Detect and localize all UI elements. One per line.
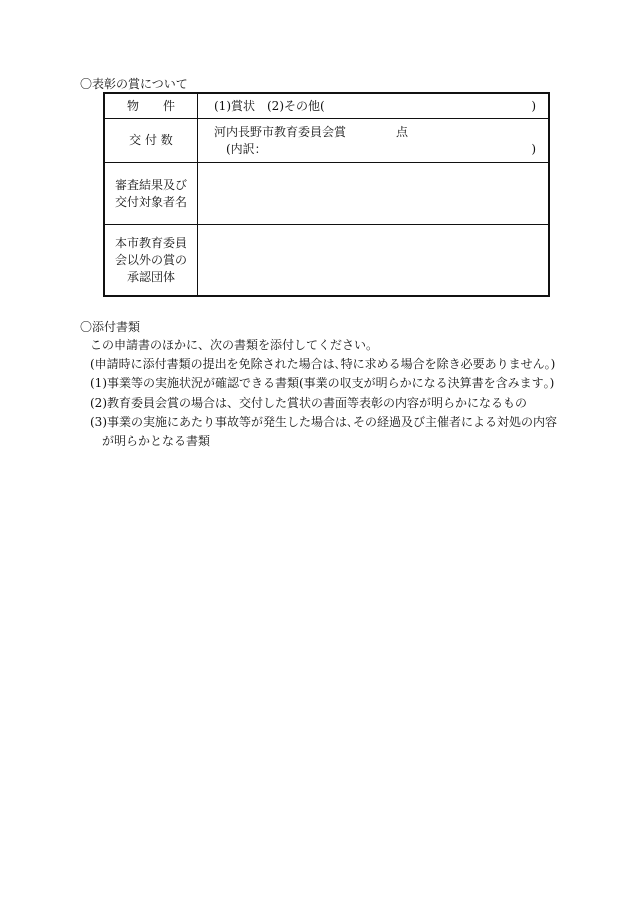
attachments-note: (申請時に添付書類の提出を免除された場合は､特に求める場合を除き必要ありません｡) — [90, 357, 556, 372]
attachments-section-heading: 〇添付書類 — [80, 320, 141, 334]
table-row-item — [104, 93, 549, 119]
table-row-count — [104, 119, 549, 163]
award-table — [103, 92, 550, 297]
approval-label-line: 承認団体 — [126, 269, 175, 284]
count-value-cell — [198, 119, 550, 163]
review-label-line: 審査結果及び — [114, 177, 187, 192]
attachment-item-2: (2)教育委員会賞の場合は、交付した賞状の書面等表彰の内容が明らかになるもの — [90, 395, 528, 410]
count-award-name: 河内長野市教育委員会賞 — [214, 124, 347, 139]
count-unit: 点 — [396, 124, 409, 139]
attachment-item-3-continued: が明らかとなる書類 — [102, 434, 211, 449]
approval-value-cell[interactable] — [198, 225, 550, 297]
award-section-heading: 〇表彰の賞について — [80, 77, 188, 91]
approval-label-cell — [104, 225, 198, 297]
review-label-line: 交付対象者名 — [114, 194, 187, 209]
attachments-list — [90, 336, 560, 451]
count-breakdown-close: ) — [531, 141, 536, 156]
count-breakdown-label: (内訳： — [226, 141, 267, 156]
item-value-cell — [198, 93, 550, 119]
item-label-cell — [104, 93, 198, 119]
attachment-item-1: (1)事業等の実施状況が確認できる書類(事業の収支が明らかになる決算書を含みます｡) — [90, 376, 555, 391]
attachment-item-3: (3)事業の実施にあたり事故等が発生した場合は､その経過及び主催者による対処の内容 — [90, 414, 558, 429]
review-label-cell — [104, 163, 198, 225]
approval-label-line: 本市教育委員 — [114, 235, 187, 250]
review-value-cell[interactable] — [198, 163, 550, 225]
count-label: 交 付 数 — [129, 133, 173, 147]
item-options-text: (1)賞状 (2)その他( — [214, 98, 325, 113]
item-label: 物 件 — [126, 98, 175, 113]
table-row-approval — [104, 225, 549, 297]
table-row-review — [104, 163, 549, 225]
approval-label-line: 会以外の賞の — [114, 252, 187, 267]
attachments-intro: この申請書のほかに、次の書類を添付してください。 — [90, 338, 379, 352]
count-label-cell — [104, 119, 198, 163]
item-close-paren: ) — [531, 98, 536, 113]
